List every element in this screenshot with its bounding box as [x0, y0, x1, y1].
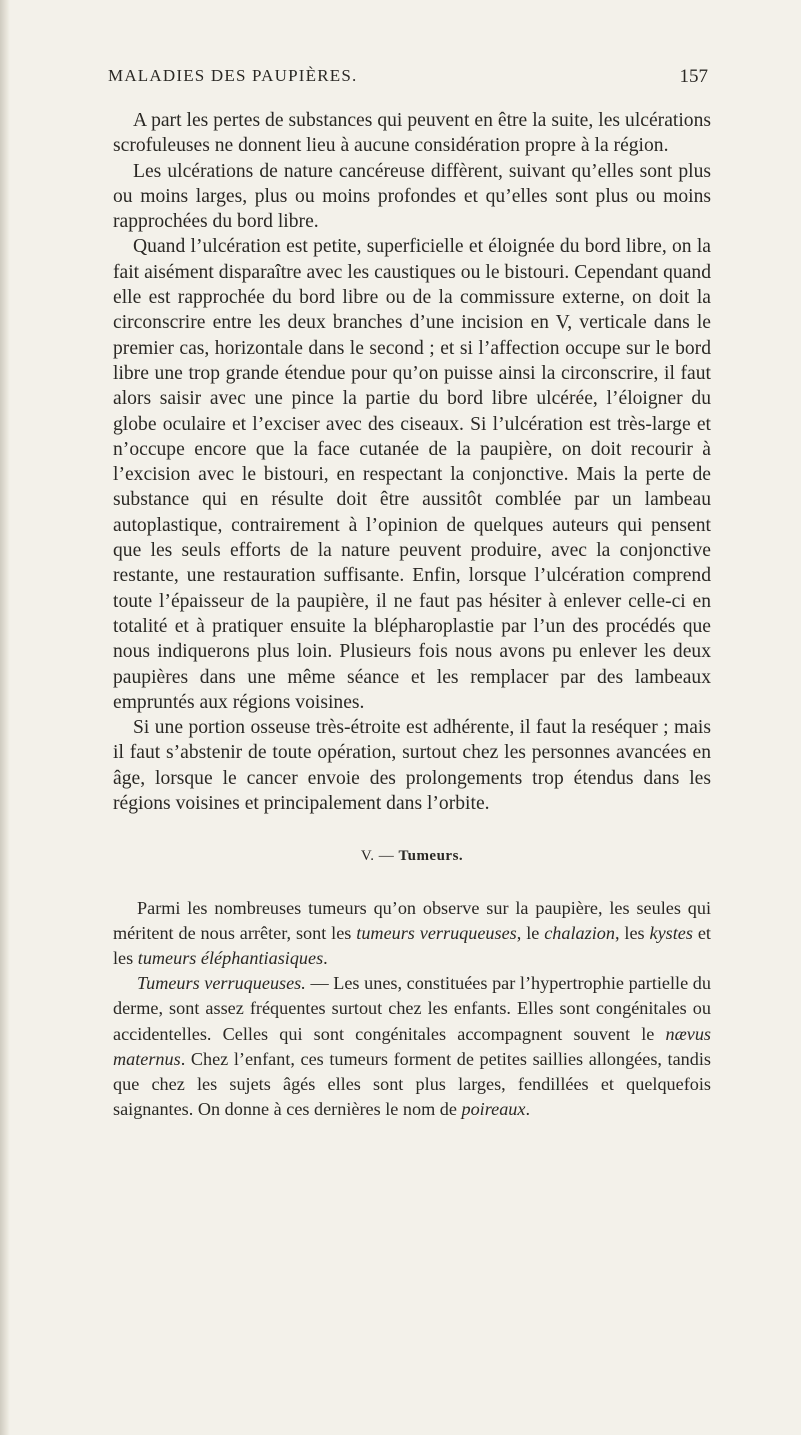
italic-term: kystes — [649, 922, 693, 943]
paragraph-treatment: Quand l’ulcération est petite, superficielle et éloignée du bord libre, on la fait aisément disparaître avec les caustiques ou le bistouri. Cependant quand elle est rapprochée du bord libre ou de la commissure externe, on doit la circonscrire entre les deux branches d’une incision en V, verticale dans le premier cas, horizontale dans le second ; et si l’affection occupe sur le bord libre une trop grande étendue pour qu’on puisse ainsi la circonscrire, il faut alors saisir avec une pince la partie du bord libre ulcérée, l’éloigner du globe oculaire et l’exciser avec des ciseaux. Si l’ulcération est très-large et n’occupe encore que la face cutanée de la paupière, on doit recourir à l’excision avec le bistouri, en respectant la conjonctive. Mais la perte de substance qui en résulte doit être aussitôt comblée par un lambeau autoplastique, contrairement à l’opinion de quelques auteurs qui pensent que les seuls efforts de la nature peuvent produire, avec la conjonctive restante, une restauration suffisante. Enfin, lorsque l’ulcération comprend toute l’épaisseur de la paupière, il ne faut pas hésiter à enlever celle-ci en totalité et à pratiquer ensuite la blépharoplastie par l’un des procédés que nous indiquerons plus loin. Plusieurs fois nous avons pu enlever les deux paupières dans une même séance et les remplacer par des lambeaux empruntés aux régions voisines. — [113, 236, 711, 713]
text-run: et les — [113, 922, 711, 969]
page-binding-edge — [0, 0, 10, 1435]
text-run: , les — [614, 922, 650, 943]
text-run: . Chez l’enfant, ces tumeurs forment de petites saillies allongées, tandis que chez les sujets âgés elles sont plus larges, fendillées et quelquefois saignantes. On donne à ces dernières le nom de — [113, 1048, 711, 1120]
paragraph-tumors-intro — [113, 896, 711, 972]
section-tumeurs-body — [113, 896, 711, 1123]
italic-term: poireaux — [461, 1099, 526, 1120]
page-number: 157 — [679, 66, 708, 87]
italic-term: chalazion — [544, 922, 615, 943]
italic-term: tumeurs éléphantiasiques — [137, 948, 324, 969]
body-text — [113, 108, 711, 1122]
italic-term: tumeurs verruqueuses — [356, 922, 517, 943]
paragraph-bone-portion: Si une portion osseuse très-étroite est adhérente, il faut la reséquer ; mais il faut s’abstenir de toute opération, surtout chez les personnes avancées en âge, lorsque le cancer envoie des prolongements trop étendus dans les régions voisines et principalement dans l’orbite. — [113, 717, 711, 815]
running-title: MALADIES DES PAUPIÈRES. — [108, 66, 358, 85]
page-header — [96, 66, 708, 96]
section-title: Tumeurs. — [398, 848, 464, 865]
section-number: V. — — [360, 848, 395, 865]
text-run: . — [525, 1099, 531, 1120]
italic-subheading: Tumeurs verruqueuses. — [137, 973, 306, 994]
paragraph-verrucous-tumors — [113, 971, 711, 1122]
paragraph-cancerous: Les ulcérations de nature cancéreuse diffèrent, suivant qu’elles sont plus ou moins larges, plus ou moins profondes et qu’elles sont plus ou moins rapprochées du bord libre. — [113, 160, 711, 233]
text-run: , le — [516, 922, 545, 943]
paragraph-scrofulous: A part les pertes de substances qui peuvent en être la suite, les ulcérations scrofuleuses ne donnent lieu à aucune considération propre à la région. — [113, 110, 711, 157]
text-run: Parmi les nombreuses tumeurs qu’on observe sur la paupière, les seules qui méritent de nous arrêter, sont les — [113, 897, 711, 943]
italic-term: nævus maternus — [113, 1023, 711, 1069]
text-run: . — [323, 948, 328, 969]
text-run: — Les unes, constituées par l’hypertrophie partielle du derme, sont assez fréquentes surtout chez les enfants. Elles sont congénitales ou accidentelles. Celles qui sont congénitales accompagnent souvent le — [113, 973, 711, 1044]
section-heading — [113, 844, 711, 869]
